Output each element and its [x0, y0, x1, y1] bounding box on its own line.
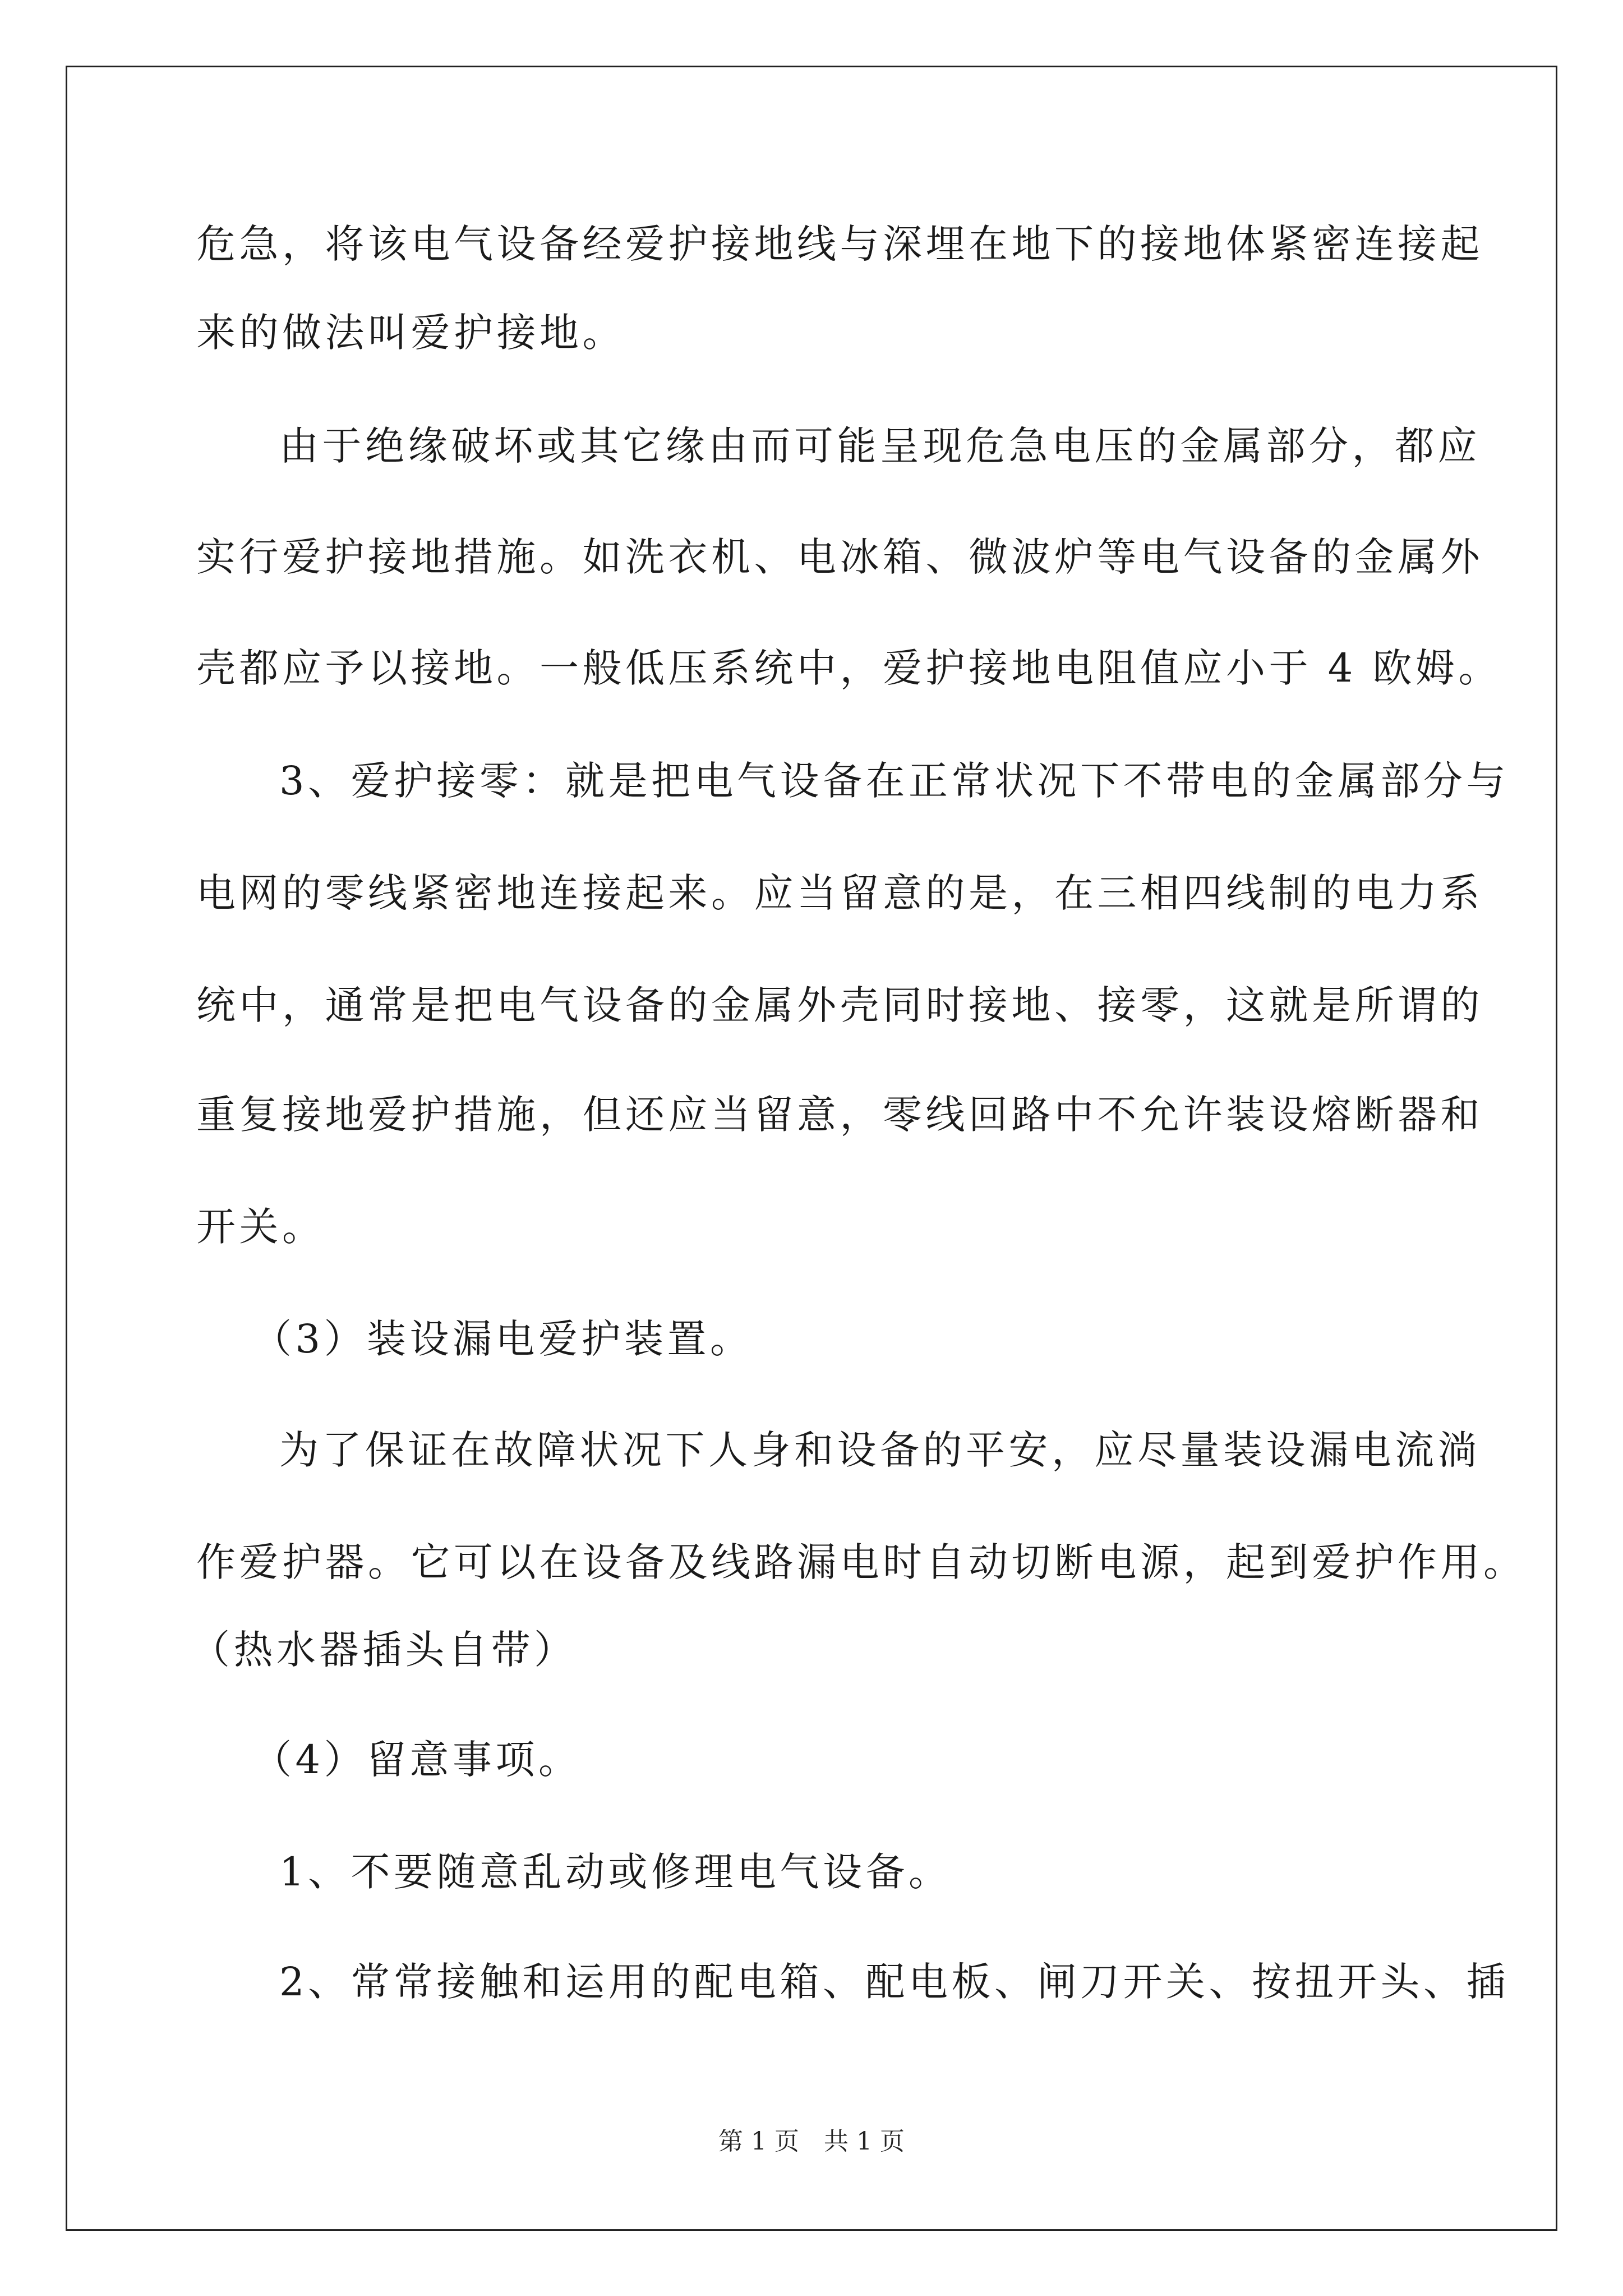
text-line: 统中，通常是把电气设备的金属外壳同时接地、接零，这就是所谓的	[196, 982, 1483, 1028]
text-line: 1、不要随意乱动或修理电气设备。	[279, 1849, 952, 1895]
text-line: 电网的零线紧密地连接起来。应当留意的是，在三相四线制的电力系	[196, 870, 1483, 916]
text-line: 由于绝缘破坏或其它缘由而可能呈现危急电压的金属部分，都应	[279, 423, 1481, 469]
text-line: 壳都应予以接地。一般低压系统中，爱护接地电阻值应小于 4 欧姆。	[196, 645, 1502, 691]
text-line: 开关。	[196, 1204, 325, 1250]
text-line: 重复接地爱护措施，但还应当留意，零线回路中不允许装设熔断器和	[196, 1092, 1483, 1138]
text-line: 来的做法叫爱护接地。	[196, 310, 625, 356]
text-line: 2、常常接触和运用的配电箱、配电板、闸刀开关、按扭开头、插	[279, 1959, 1510, 2005]
text-line: 危急，将该电气设备经爱护接地线与深埋在地下的接地体紧密连接起	[196, 221, 1483, 267]
text-line: 实行爱护接地措施。如洗衣机、电冰箱、微波炉等电气设备的金属外	[196, 534, 1483, 580]
text-line: （4）留意事项。	[252, 1737, 582, 1783]
text-line: （热水器插头自带）	[191, 1627, 577, 1673]
page-number: 第 1 页 共 1 页	[718, 2127, 905, 2156]
page-border	[66, 66, 1557, 2231]
text-line: （3）装设漏电爱护装置。	[252, 1316, 753, 1362]
text-line: 作爱护器。它可以在设备及线路漏电时自动切断电源，起到爱护作用。	[196, 1539, 1527, 1585]
text-line: 为了保证在故障状况下人身和设备的平安，应尽量装设漏电流淌	[279, 1427, 1481, 1473]
text-line: 3、爱护接零：就是把电气设备在正常状况下不带电的金属部分与	[279, 758, 1510, 804]
